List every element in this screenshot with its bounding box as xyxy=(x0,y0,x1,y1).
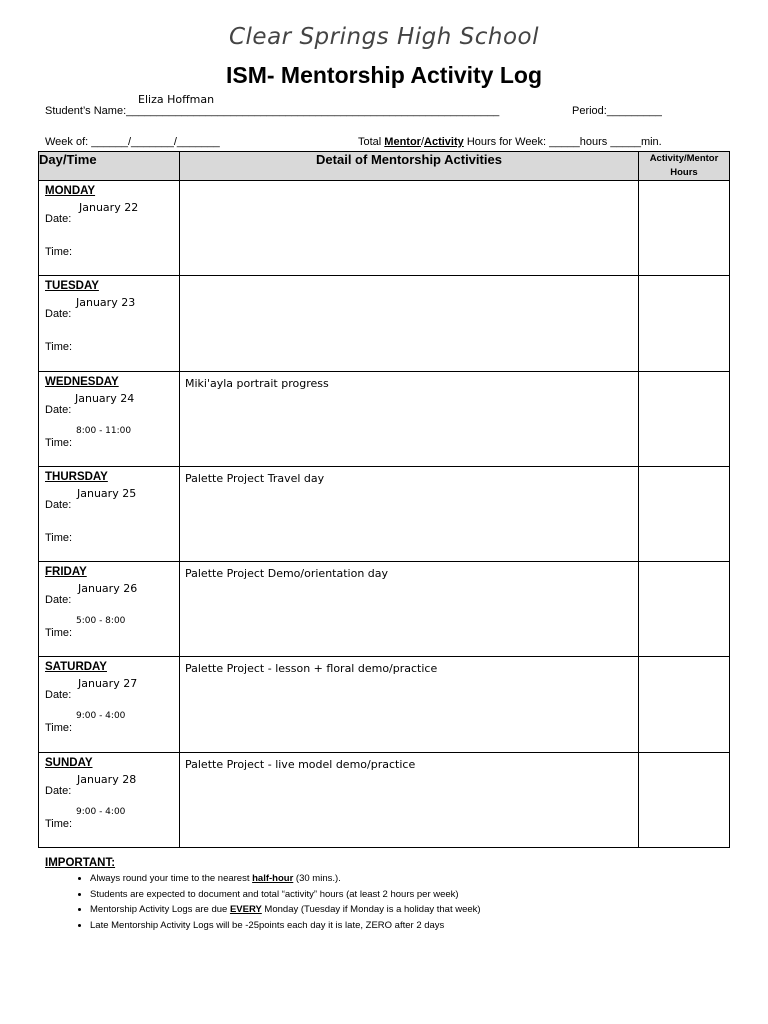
day-name: WEDNESDAY xyxy=(45,375,119,388)
hours-cell[interactable] xyxy=(639,657,730,752)
note-text: Always round your time to the nearest xyxy=(90,873,253,884)
total-suffix: Hours for Week: xyxy=(463,136,547,148)
period-label: Period: xyxy=(572,105,607,117)
col-hours xyxy=(639,152,730,181)
table-row xyxy=(39,752,730,847)
time-label: Time: xyxy=(45,341,73,354)
day-name: SATURDAY xyxy=(45,661,107,674)
activity-text: Miki'ayla portrait progress xyxy=(185,376,329,390)
col-day-time: Day/Time xyxy=(39,152,180,181)
col-detail: Detail of Mentorship Activities xyxy=(180,152,639,181)
table-row xyxy=(39,562,730,657)
total-slash: / xyxy=(420,136,425,148)
day-cell xyxy=(39,562,180,657)
time-value: 5:00 - 8:00 xyxy=(76,616,126,627)
date-label: Date: xyxy=(45,594,72,607)
detail-cell[interactable] xyxy=(180,181,639,276)
min-blank: _____ xyxy=(610,136,641,148)
date-label: Date: xyxy=(45,784,72,797)
table-row xyxy=(39,371,730,466)
note-text: Monday (Tuesday if Monday is a holiday that week) xyxy=(261,904,481,915)
date-value: January 28 xyxy=(77,772,137,786)
hours-label: hours xyxy=(579,136,608,148)
date-label: Date: xyxy=(45,689,72,702)
school-name: Clear Springs High School xyxy=(228,24,539,50)
time-value: 9:00 - 4:00 xyxy=(76,711,126,722)
time-value: 9:00 - 4:00 xyxy=(76,806,126,817)
hours-cell[interactable] xyxy=(639,276,730,371)
important-notes-list xyxy=(44,871,481,933)
student-name-label: Student’s Name: xyxy=(45,105,127,117)
week-of-label: Week of: xyxy=(45,136,89,148)
total-hours-field xyxy=(358,136,662,148)
table-row xyxy=(39,466,730,561)
note-text: (30 mins.). xyxy=(293,873,341,884)
important-heading: IMPORTANT: xyxy=(45,857,116,869)
hours-blank: _____ xyxy=(549,136,580,148)
time-label: Time: xyxy=(45,817,73,830)
hours-cell[interactable] xyxy=(639,181,730,276)
detail-cell[interactable] xyxy=(180,752,639,847)
day-cell xyxy=(39,657,180,752)
activity-text: Palette Project - live model demo/practice xyxy=(185,757,416,771)
col-hours-line1: Activity/Mentor xyxy=(649,153,719,164)
day-name: FRIDAY xyxy=(45,566,87,579)
date-value: January 25 xyxy=(77,486,137,500)
table-row xyxy=(39,657,730,752)
note-emphasis: half-hour xyxy=(252,873,294,884)
date-value: January 27 xyxy=(78,677,138,691)
total-activity: Activity xyxy=(424,136,464,148)
hours-cell[interactable] xyxy=(639,371,730,466)
date-label: Date: xyxy=(45,403,72,416)
week-of-blanks: ______/_______/_______ xyxy=(91,136,220,148)
table-header-row xyxy=(39,152,730,181)
note-text: Mentorship Activity Logs are due xyxy=(90,904,230,915)
day-cell xyxy=(39,276,180,371)
hours-cell[interactable] xyxy=(639,562,730,657)
day-name: MONDAY xyxy=(45,185,96,197)
total-prefix: Total xyxy=(358,136,385,148)
activity-log-table xyxy=(38,151,730,848)
date-label: Date: xyxy=(45,308,72,321)
time-value: 8:00 - 11:00 xyxy=(76,425,132,436)
date-label: Date: xyxy=(45,213,72,225)
day-name: SUNDAY xyxy=(45,756,93,769)
time-label: Time: xyxy=(45,627,73,640)
activity-text: Palette Project Travel day xyxy=(185,471,325,485)
day-cell xyxy=(39,181,180,276)
list-item xyxy=(90,887,481,903)
day-cell xyxy=(39,752,180,847)
date-label: Date: xyxy=(45,498,72,511)
date-value: January 23 xyxy=(76,296,136,310)
day-cell xyxy=(39,371,180,466)
date-value: January 26 xyxy=(78,582,138,596)
hours-cell[interactable] xyxy=(639,466,730,561)
time-label: Time: xyxy=(45,246,73,258)
list-item xyxy=(90,918,481,934)
min-label: min. xyxy=(640,136,662,148)
list-item xyxy=(90,871,481,887)
note-text: Students are expected to document and total “activity” hours (at least 2 hours per week) xyxy=(90,888,459,900)
note-emphasis: EVERY xyxy=(229,904,262,915)
week-of-field xyxy=(45,136,220,148)
page-title: ISM- Mentorship Activity Log xyxy=(225,62,543,88)
detail-cell[interactable] xyxy=(180,562,639,657)
period-blank: _________ xyxy=(606,105,662,117)
detail-cell[interactable] xyxy=(180,371,639,466)
time-label: Time: xyxy=(45,722,73,735)
activity-text: Palette Project Demo/orientation day xyxy=(185,567,389,581)
day-name: TUESDAY xyxy=(45,280,99,293)
time-label: Time: xyxy=(45,436,73,449)
detail-cell[interactable] xyxy=(180,466,639,561)
table-row xyxy=(39,276,730,371)
table-row xyxy=(39,181,730,276)
note-text: Late Mentorship Activity Logs will be -25points each day it is late, ZERO after 2 days xyxy=(90,919,445,931)
activity-text: Palette Project - lesson + floral demo/practice xyxy=(185,662,438,676)
list-item xyxy=(90,902,481,918)
student-name-blank: _____________________________________________________________ xyxy=(126,105,500,117)
detail-cell[interactable] xyxy=(180,276,639,371)
day-cell xyxy=(39,466,180,561)
time-label: Time: xyxy=(45,531,73,544)
student-name-field xyxy=(45,105,499,117)
period-field xyxy=(572,105,662,117)
hours-cell[interactable] xyxy=(639,752,730,847)
detail-cell[interactable] xyxy=(180,657,639,752)
date-value: January 22 xyxy=(79,201,139,214)
total-mentor: Mentor xyxy=(384,136,421,148)
date-value: January 24 xyxy=(75,391,135,405)
day-name: THURSDAY xyxy=(45,470,108,483)
col-hours-line2: Hours xyxy=(670,167,698,178)
student-name-value: Eliza Hoffman xyxy=(138,93,215,106)
